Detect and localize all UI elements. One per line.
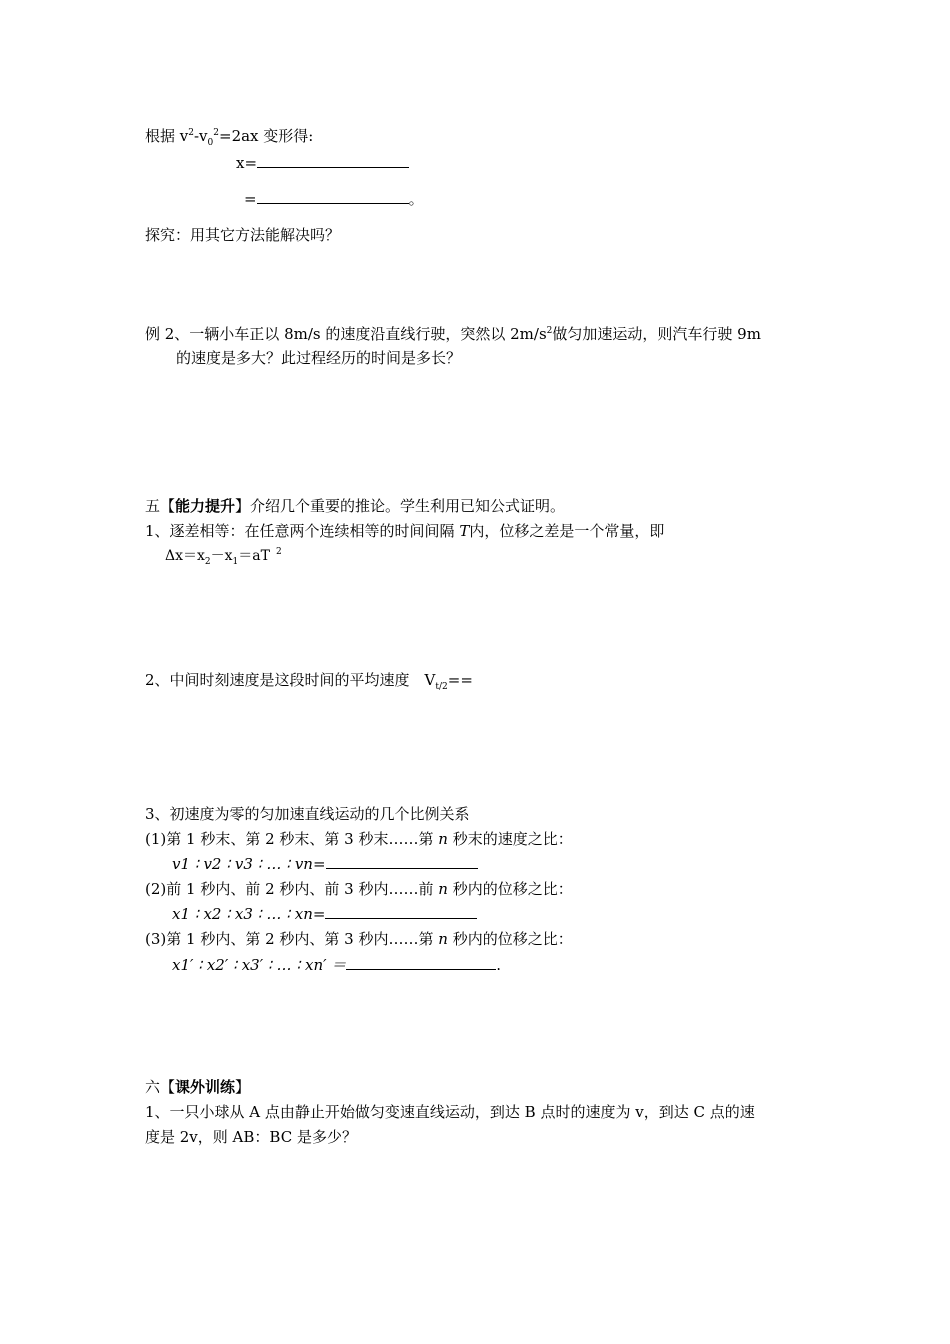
section5-heading — [145, 496, 565, 516]
ratio-part: 秒内的位移之比： — [447, 930, 573, 948]
ratio-formula: v1 ∶ v2 ∶ v3 ∶ … ∶ vn= — [172, 855, 326, 873]
heading-suffix: 】 — [235, 1078, 251, 1096]
ratio1-formula — [172, 854, 478, 874]
period: . — [496, 956, 502, 974]
subscript: 2 — [204, 556, 211, 567]
formula-part: －x — [210, 548, 233, 564]
answer-blank[interactable] — [326, 855, 478, 869]
heading-suffix: 】介绍几个重要的推论。学生利用已知公式证明。 — [235, 497, 566, 515]
superscript: 2 — [188, 128, 194, 138]
exercise1-line1: 1、一只小球从 A 点由静止开始做匀变速直线运动，到达 B 点时的速度为 v，到达 C 点的速 — [145, 1103, 755, 1121]
ratio-part: 秒末的速度之比： — [447, 830, 573, 848]
item1-part: 内，位移之差是一个常量，即 — [469, 522, 665, 540]
item2-part: == — [447, 671, 473, 689]
ratio-var: n — [438, 880, 448, 898]
answer-blank[interactable] — [325, 905, 477, 919]
answer-blank[interactable] — [257, 190, 409, 204]
item3-heading: 3、初速度为零的匀加速直线运动的几个比例关系 — [145, 805, 470, 823]
ratio-var: n — [438, 930, 448, 948]
ratio1-text — [145, 829, 573, 849]
example2-text: 例 2、一辆小车正以 8m/s 的速度沿直线行驶，突然以 2m/s — [145, 325, 547, 343]
derive-text: -v — [193, 127, 208, 145]
answer-blank[interactable] — [257, 154, 409, 168]
ratio-part: 秒内的位移之比： — [447, 880, 573, 898]
example2-line2: 的速度是多大？此过程经历的时间是多长？ — [176, 349, 462, 367]
heading-prefix: 五【 — [145, 497, 176, 515]
section6-title: 课外训练 — [175, 1078, 236, 1096]
ratio-formula: x1′ ∶ x2′ ∶ x3′ ∶ … ∶ xn′ ＝ — [172, 956, 347, 974]
ratio-formula: x1 ∶ x2 ∶ x3 ∶ … ∶ xn= — [172, 905, 326, 923]
eq-label: = — [244, 190, 257, 208]
example2-line1 — [145, 324, 761, 344]
x-answer-line — [236, 153, 409, 173]
eq-answer-line — [244, 189, 424, 209]
formula-part: Δx＝x — [165, 548, 205, 564]
answer-blank[interactable] — [346, 956, 496, 970]
ratio2-formula — [172, 904, 477, 924]
subscript: 0 — [207, 138, 214, 148]
derive-text: 根据 v — [145, 127, 189, 145]
ratio-var: n — [438, 830, 448, 848]
explore-prompt: 探究：用其它方法能解决吗？ — [145, 226, 341, 244]
section6-heading — [145, 1077, 250, 1097]
ratio3-text — [145, 929, 573, 949]
heading-prefix: 六【 — [145, 1078, 176, 1096]
item1-var: T — [459, 522, 470, 540]
subscript: 1 — [232, 556, 239, 567]
derive-text: =2ax 变形得: — [219, 127, 314, 145]
ratio-part: (1)第 1 秒末、第 2 秒末、第 3 秒末……第 — [145, 830, 439, 848]
item2-text — [145, 670, 473, 690]
derivation-line — [145, 126, 313, 146]
example2-text: 做匀加速运动，则汽车行驶 9m — [552, 325, 761, 343]
x-label: x= — [236, 154, 258, 172]
superscript: 2 — [213, 128, 219, 138]
superscript: 2 — [546, 326, 553, 336]
exercise1-line2: 度是 2v，则 AB：BC 是多少？ — [145, 1128, 357, 1146]
ratio-part: (2)前 1 秒内、前 2 秒内、前 3 秒内……前 — [145, 880, 439, 898]
item1-text — [145, 521, 664, 541]
ratio2-text — [145, 879, 573, 899]
section5-title: 能力提升 — [175, 497, 236, 515]
subscript: t/2 — [435, 682, 448, 692]
ratio-part: (3)第 1 秒内、第 2 秒内、第 3 秒内……第 — [145, 930, 439, 948]
delta-formula — [165, 546, 282, 566]
item2-part: 2、中间时刻速度是这段时间的平均速度 V — [145, 671, 436, 689]
ratio3-formula — [172, 955, 501, 975]
item1-part: 1、逐差相等：在任意两个连续相等的时间间隔 — [145, 522, 460, 540]
formula-part: ＝aT — [238, 548, 270, 564]
period: 。 — [408, 190, 424, 208]
superscript: 2 — [275, 547, 282, 558]
